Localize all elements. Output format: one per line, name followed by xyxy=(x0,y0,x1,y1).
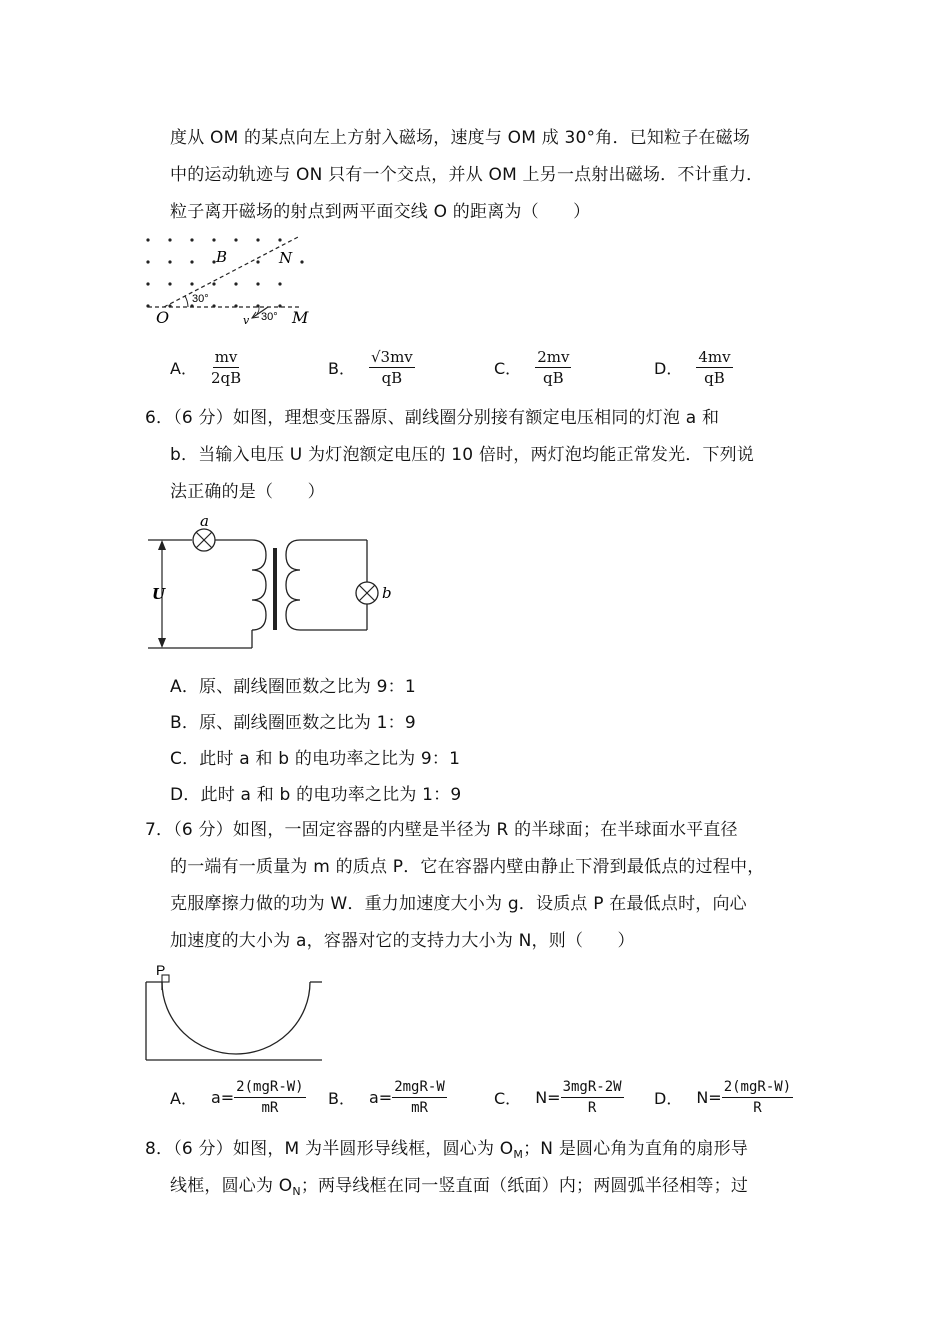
plane-on-line xyxy=(164,236,300,307)
fraction: $\frac{\text{2(mgR-W)}}{mR}$ xyxy=(236,1079,304,1116)
option-letter: D． xyxy=(654,359,683,378)
label-a: a xyxy=(200,512,209,530)
option-letter: B． xyxy=(328,1089,355,1108)
q6-option-c[interactable]: C．此时 a 和 b 的电功率之比为 9：1 xyxy=(170,749,461,769)
option-prefix: a= xyxy=(368,1088,393,1107)
q7-line-3: 克服摩擦力做的功为 W．重力加速度大小为 g．设质点 P 在最低点时，向心 xyxy=(170,894,747,914)
transformer-circuit-figure xyxy=(140,510,400,655)
q7-line-1: 7．（6 分）如图，一固定容器的内壁是半径为 R 的半球面；在半球面水平直径 xyxy=(145,820,738,840)
option-letter: C． xyxy=(494,359,522,378)
fraction: $\frac{√3mv}{qB}$ xyxy=(370,348,413,387)
label-angle-30-left: 30° xyxy=(192,293,209,305)
q5-line-3: 粒子离开磁场的射点到两平面交线 O 的距离为（ ） xyxy=(170,202,591,222)
q6-option-b[interactable]: B．原、副线圈匝数之比为 1：9 xyxy=(170,713,416,733)
q5-line-2: 中的运动轨迹与 ON 只有一个交点，并从 OM 上另一点射出磁场．不计重力． xyxy=(170,165,764,185)
q8-line-2: 线框，圆心为 $O_N$；两导线框在同一竖直面（纸面）内；两圆弧半径相等；过 xyxy=(170,1176,749,1198)
subscript-n: N xyxy=(292,1185,301,1198)
label-O: O xyxy=(156,308,170,327)
label-M: M xyxy=(292,308,309,327)
magnetic-field-figure xyxy=(140,228,330,328)
q6-option-d[interactable]: D．此时 a 和 b 的电功率之比为 1：9 xyxy=(170,785,462,805)
label-angle-30-right: 30° xyxy=(261,311,278,323)
q6-line-1: 6．（6 分）如图，理想变压器原、副线圈分别接有额定电压相同的灯泡 a 和 xyxy=(145,408,720,428)
q7-option-a[interactable] xyxy=(170,1078,306,1117)
q5-option-c[interactable] xyxy=(494,348,571,387)
option-letter: D． xyxy=(654,1089,683,1108)
q5-line-1: 度从 OM 的某点向左上方射入磁场，速度与 OM 成 30°角．已知粒子在磁场 xyxy=(170,128,751,148)
q8-line-1: 8．（6 分）如图，M 为半圆形导线框，圆心为 $O_M$；N 是圆心角为直角的扇形导 xyxy=(145,1139,749,1161)
hemisphere-arc xyxy=(162,982,310,1054)
fraction: $\frac{4mv}{qB}$ xyxy=(698,348,731,387)
option-letter: A． xyxy=(170,359,197,378)
iron-core xyxy=(273,548,277,630)
fraction: $\frac{\text{2mgR-W}}{mR}$ xyxy=(394,1079,445,1116)
fraction: $\frac{mv}{2qB}$ xyxy=(210,348,242,387)
hemisphere-container-figure xyxy=(140,962,330,1064)
label-N: N xyxy=(279,249,293,267)
option-prefix: N= xyxy=(535,1088,561,1107)
fraction: $\frac{\text{2(mgR-W)}}{R}$ xyxy=(723,1079,792,1116)
label-b: b xyxy=(382,584,392,602)
option-prefix: N= xyxy=(696,1088,722,1107)
q5-option-a[interactable] xyxy=(170,348,241,387)
q7-option-d[interactable] xyxy=(654,1078,793,1117)
q7-line-4: 加速度的大小为 a，容器对它的支持力大小为 N，则（ ） xyxy=(170,931,635,951)
q5-option-b[interactable] xyxy=(328,348,415,387)
primary-coil xyxy=(252,540,266,630)
option-letter: B． xyxy=(328,359,355,378)
fraction: $\frac{\text{3mgR-2W}}{R}$ xyxy=(562,1079,622,1116)
label-v: v xyxy=(243,314,250,327)
subscript-m: M xyxy=(513,1148,524,1161)
q6-option-a[interactable]: A．原、副线圈匝数之比为 9：1 xyxy=(170,677,416,697)
label-P: P xyxy=(156,962,166,978)
option-letter: A． xyxy=(170,1089,197,1108)
q7-option-b[interactable] xyxy=(328,1078,447,1117)
label-U: U xyxy=(152,585,166,603)
angle-arc xyxy=(185,296,188,307)
q6-line-2: b．当输入电压 U 为灯泡额定电压的 10 倍时，两灯泡均能正常发光．下列说 xyxy=(170,445,755,465)
q6-line-3: 法正确的是（ ） xyxy=(170,482,325,502)
label-B: B xyxy=(216,248,228,266)
option-prefix: a= xyxy=(210,1088,235,1107)
q5-option-d[interactable] xyxy=(654,348,733,387)
option-letter: C． xyxy=(494,1089,522,1108)
q7-line-2: 的一端有一质量为 m 的质点 P．它在容器内壁由静止下滑到最低点的过程中， xyxy=(170,857,765,877)
q7-option-c[interactable] xyxy=(494,1078,624,1117)
secondary-coil xyxy=(286,540,300,630)
fraction: $\frac{2mv}{qB}$ xyxy=(537,348,570,387)
